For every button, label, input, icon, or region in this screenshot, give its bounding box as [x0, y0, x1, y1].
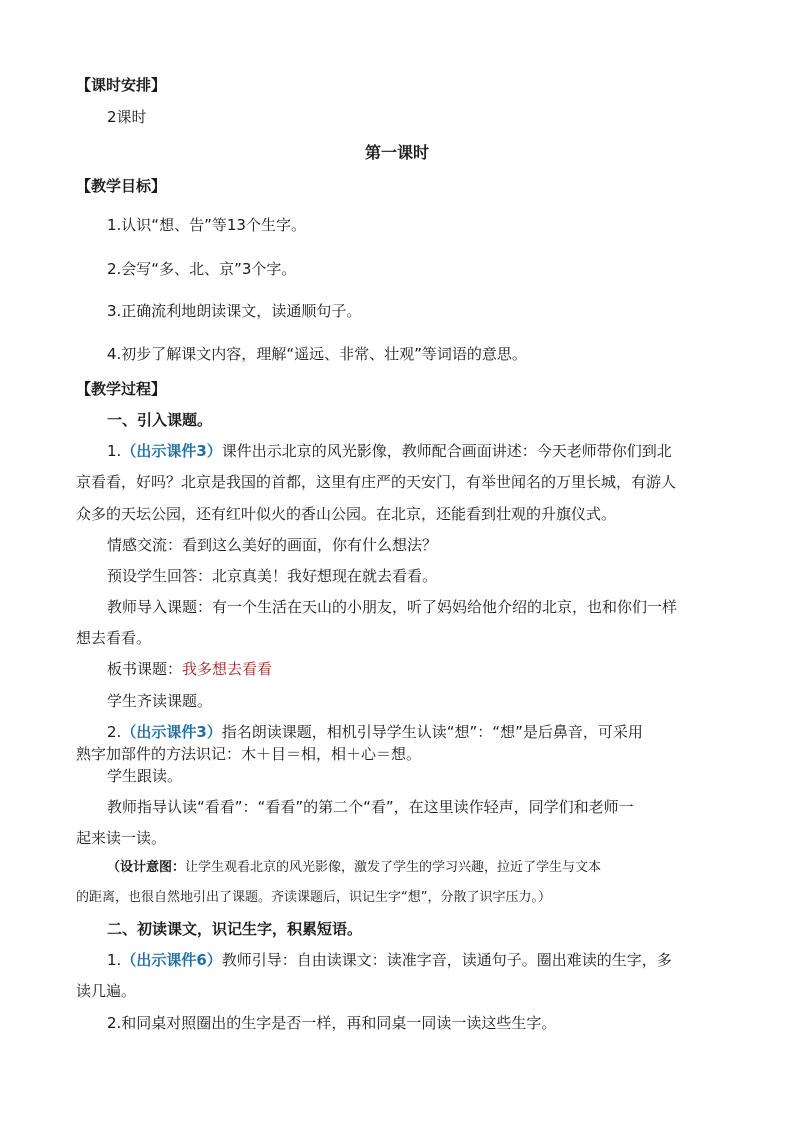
section1-heading: 一、引入课题。 — [107, 411, 213, 429]
paragraph-line: 想去看看。 — [76, 629, 152, 647]
lesson-title: 第一课时 — [364, 143, 429, 162]
process-heading: 【教学过程】 — [76, 380, 167, 398]
design-note-text: 让学生观看北京的风光影像，激发了学生的学习兴趣，拉近了学生与文本 — [185, 860, 602, 875]
paragraph-line — [107, 949, 672, 971]
paragraph-line: 读几遍。 — [76, 982, 137, 1000]
paragraph-line — [107, 440, 672, 462]
paragraph-line: 教师指导认读“看看”：“看看”的第二个“看”，在这里读作轻声，同学们和老师一 — [107, 798, 634, 816]
board-title-text: 我多想去看看 — [182, 660, 273, 678]
paragraph-line: 预设学生回答：北京真美！我好想现在就去看看。 — [107, 567, 438, 585]
goal-item: 1.认识“想、告”等13个生字。 — [107, 216, 306, 234]
paragraph-line: 众多的天坛公园，还有红叶似火的香山公园。在北京，还能看到壮观的升旗仪式。 — [76, 505, 617, 523]
item-number: 1. — [107, 442, 122, 460]
board-title-line — [107, 658, 272, 680]
goal-item: 4.初步了解课文内容，理解“遥远、非常、壮观”等词语的意思。 — [107, 345, 527, 363]
goals-heading: 【教学目标】 — [76, 177, 167, 195]
design-note-line: 的距离，也很自然地引出了课题。齐读课题后，识记生字“想”，分散了识字压力。） — [76, 890, 551, 905]
courseware-tag: （出示课件3） — [121, 723, 222, 741]
courseware-tag: （出示课件3） — [121, 442, 222, 460]
paragraph-line: 熟字加部件的方法识记：木＋目＝相，相＋心＝想。 — [76, 745, 422, 763]
goal-item: 2.会写“多、北、京”3个字。 — [107, 260, 297, 278]
paragraph-line: 学生齐读课题。 — [107, 692, 213, 710]
paragraph-line: 教师导入课题：有一个生活在天山的小朋友，听了妈妈给他介绍的北京，也和你们一样 — [107, 598, 678, 616]
schedule-heading: 【课时安排】 — [76, 76, 167, 94]
design-note-line — [107, 857, 601, 879]
paragraph-text: 课件出示北京的风光影像，教师配合画面讲述：今天老师带你们到北 — [221, 442, 672, 460]
paragraph-line: 学生跟读。 — [107, 767, 183, 785]
item-number: 2. — [107, 723, 122, 741]
board-title-label: 板书课题： — [107, 660, 183, 678]
section2-heading: 二、初读课文，识记生字，积累短语。 — [107, 920, 363, 938]
paragraph-text: 指名朗读课题，相机引导学生认读“想”：“想”是后鼻音，可采用 — [221, 723, 643, 741]
paragraph-line: 情感交流：看到这么美好的画面，你有什么想法？ — [107, 536, 438, 554]
paragraph-line: 京看看，好吗？北京是我国的首都，这里有庄严的天安门，有举世闻名的万里长城，有游人 — [76, 473, 677, 491]
design-note-label: （设计意图： — [107, 860, 186, 875]
goal-item: 3.正确流利地朗读课文，读通顺句子。 — [107, 302, 362, 320]
item-number: 1. — [107, 951, 122, 969]
schedule-value: 2课时 — [107, 108, 147, 126]
paragraph-line — [107, 721, 643, 743]
courseware-tag: （出示课件6） — [121, 951, 222, 969]
paragraph-line: 起来读一读。 — [76, 829, 167, 847]
paragraph-line: 2.和同桌对照圈出的生字是否一样，再和同桌一同读一读这些生字。 — [107, 1014, 557, 1032]
paragraph-text: 教师引导：自由读课文：读准字音，读通句子。圈出难读的生字，多 — [221, 951, 672, 969]
